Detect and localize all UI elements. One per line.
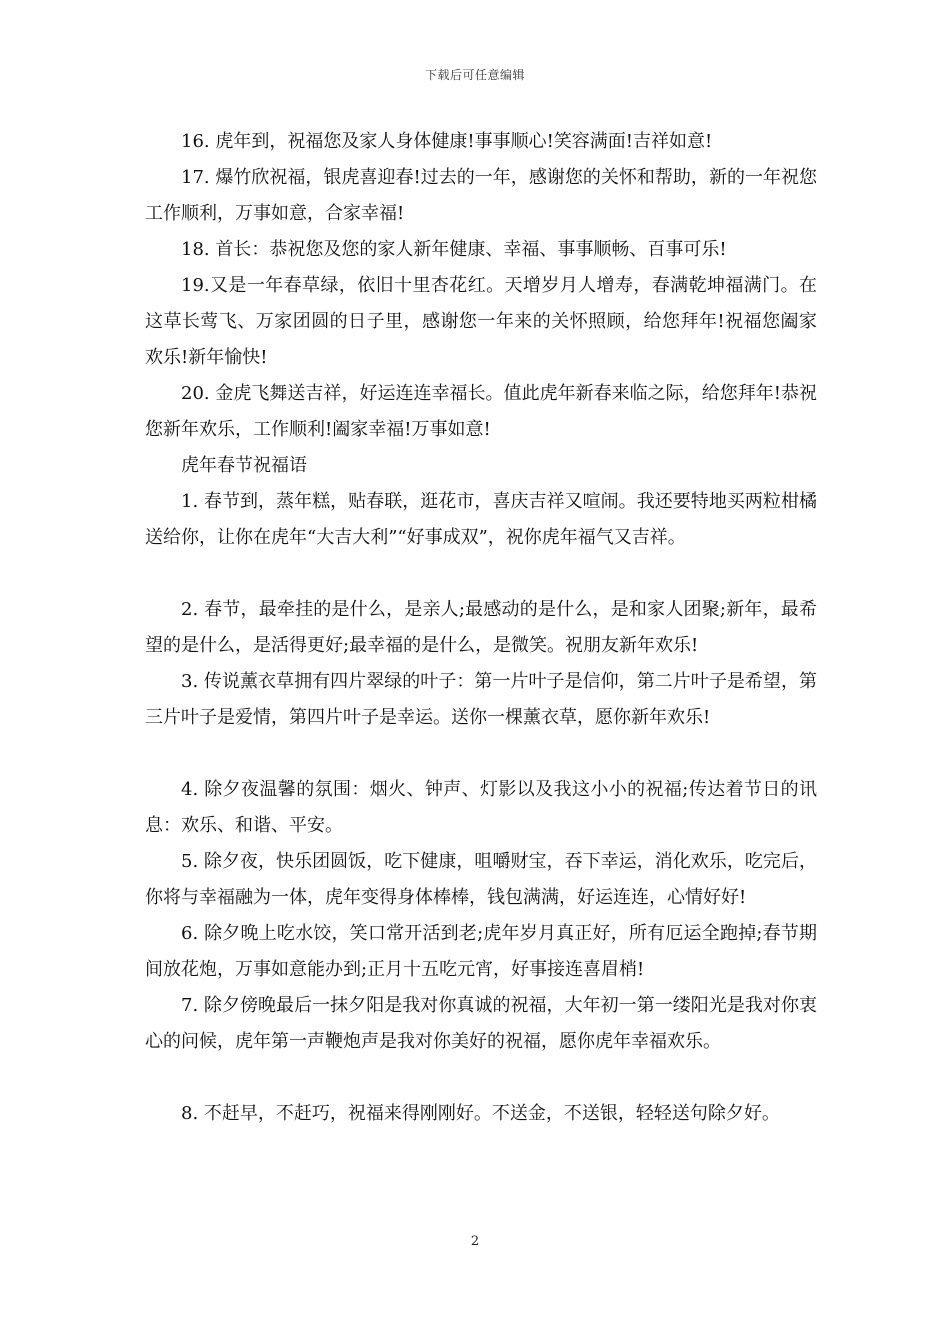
list-item: 5. 除夕夜，快乐团圆饭，吃下健康，咀嚼财宝，吞下幸运，消化欢乐，吃完后，你将与幸福融为一体，虎年变得身体棒棒，钱包满满，好运连连，心情好好! — [145, 851, 817, 908]
list-item: 1. 春节到，蒸年糕，贴春联，逛花市，喜庆吉祥又喧闹。我还要特地买两粒柑橘送给你，让你在虎年“大吉大利”“好事成双”，祝你虎年福气又吉祥。 — [145, 491, 817, 548]
list-item: 4. 除夕夜温馨的氛围：烟火、钟声、灯影以及我这小小的祝福;传达着节日的讯息：欢乐、和谐、平安。 — [145, 779, 817, 836]
page-header: 下载后可任意编辑 — [424, 68, 525, 82]
list-item: 3. 传说薰衣草拥有四片翠绿的叶子：第一片叶子是信仰，第二片叶子是希望，第三片叶子是爱情，第四片叶子是幸运。送你一棵薰衣草，愿你新年欢乐! — [145, 671, 817, 728]
list-item: 16. 虎年到，祝福您及家人身体健康!事事顺心!笑容满面!吉祥如意! — [181, 131, 713, 152]
list-item: 17. 爆竹欣祝福，银虎喜迎春!过去的一年，感谢您的关怀和帮助，新的一年祝您工作顺利，万事如意，合家幸福! — [145, 167, 817, 224]
list-item: 19.又是一年春草绿，依旧十里杏花红。天增岁月人增寿，春满乾坤福满门。在这草长莺飞、万家团圆的日子里，感谢您一年来的关怀照顾，给您拜年!祝福您阖家欢乐!新年愉快! — [145, 275, 817, 368]
list-item: 2. 春节，最牵挂的是什么，是亲人;最感动的是什么，是和家人团聚;新年，最希望的是什么，是活得更好;最幸福的是什么，是微笑。祝朋友新年欢乐! — [145, 599, 817, 656]
list-item: 6. 除夕晚上吃水饺，笑口常开活到老;虎年岁月真正好，所有厄运全跑掉;春节期间放花炮，万事如意能办到;正月十五吃元宵，好事接连喜眉梢! — [145, 923, 817, 980]
page-number: 2 — [470, 1234, 480, 1249]
list-item: 7. 除夕傍晚最后一抹夕阳是我对你真诚的祝福，大年初一第一缕阳光是我对你衷心的问候，虎年第一声鞭炮声是我对你美好的祝福，愿你虎年幸福欢乐。 — [145, 995, 817, 1052]
list-item: 20. 金虎飞舞送吉祥，好运连连幸福长。值此虎年新春来临之际，给您拜年!恭祝您新年欢乐，工作顺利!阖家幸福!万事如意! — [145, 383, 817, 440]
document-body — [145, 124, 817, 1132]
section-heading: 虎年春节祝福语 — [181, 455, 307, 476]
list-item: 8. 不赶早，不赶巧，祝福来得刚刚好。不送金，不送银，轻轻送句除夕好。 — [181, 1103, 780, 1124]
list-item: 18. 首长：恭祝您及您的家人新年健康、幸福、事事顺畅、百事可乐! — [181, 239, 727, 260]
